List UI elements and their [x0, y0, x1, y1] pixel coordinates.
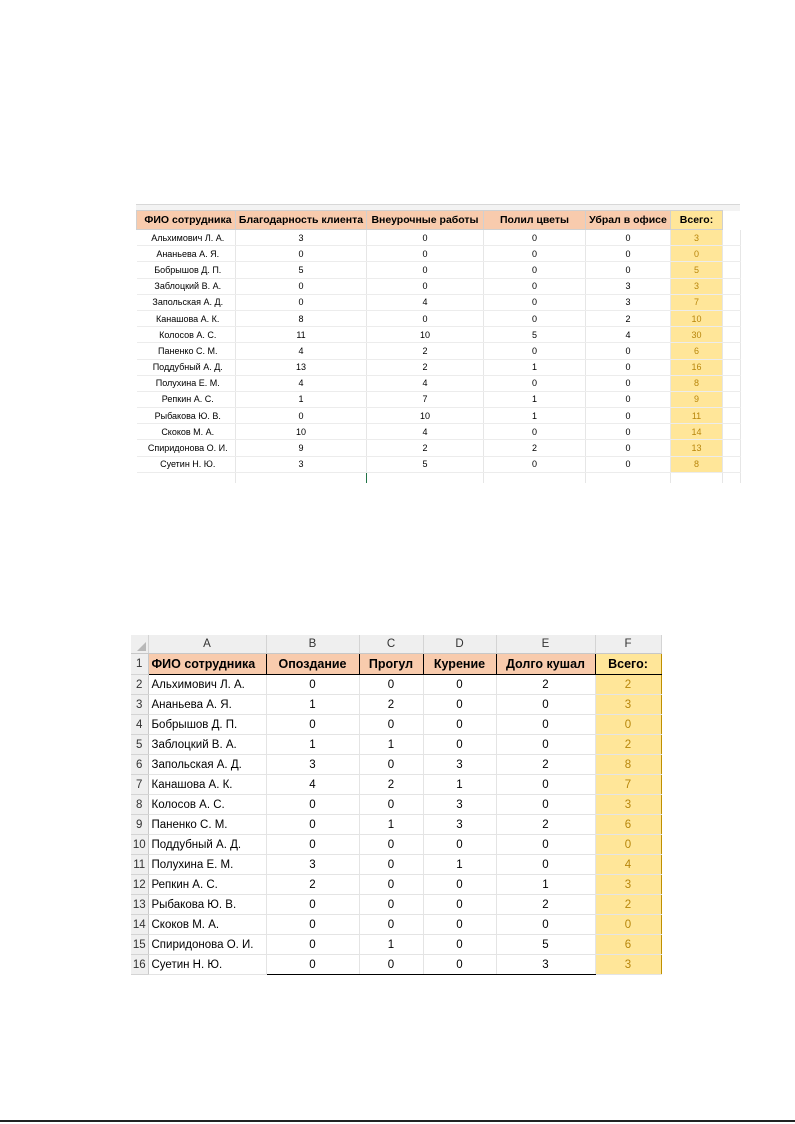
table2-value-cell[interactable]: 5 [496, 935, 595, 955]
table2-value-cell[interactable]: 0 [359, 795, 423, 815]
table2-employee-name[interactable]: Ананьева А. Я. [148, 695, 266, 715]
table2-value-cell[interactable]: 0 [359, 835, 423, 855]
table2-value-cell[interactable]: 0 [423, 715, 496, 735]
table1-value-cell[interactable]: 10 [367, 327, 484, 343]
table1-value-cell[interactable]: 0 [236, 408, 367, 424]
table2-value-cell[interactable]: 0 [266, 795, 359, 815]
table1-value-cell[interactable]: 4 [236, 343, 367, 359]
table2-employee-name[interactable]: Запольская А. Д. [148, 755, 266, 775]
table1-empty-cell[interactable] [723, 359, 741, 375]
table1-empty-cell[interactable] [137, 472, 236, 483]
table1-total-cell[interactable]: 7 [671, 294, 723, 310]
table2-value-cell[interactable]: 3 [496, 955, 595, 975]
row-number[interactable]: 6 [131, 755, 148, 775]
table1-value-cell[interactable]: 0 [367, 246, 484, 262]
row-number[interactable]: 15 [131, 935, 148, 955]
table1-value-cell[interactable]: 5 [484, 327, 586, 343]
table2-value-cell[interactable]: 0 [496, 795, 595, 815]
table2-value-cell[interactable]: 0 [496, 775, 595, 795]
table1-employee-name[interactable]: Поддубный А. Д. [137, 359, 236, 375]
table1-value-cell[interactable]: 1 [484, 408, 586, 424]
table1-value-cell[interactable]: 0 [586, 408, 671, 424]
table2-value-cell[interactable]: 0 [496, 695, 595, 715]
row-number[interactable]: 1 [131, 654, 148, 675]
table1-row [137, 456, 741, 472]
table1-value-cell[interactable]: 10 [236, 424, 367, 440]
table2-employee-name[interactable]: Паненко С. М. [148, 815, 266, 835]
table2-employee-name[interactable]: Поддубный А. Д. [148, 835, 266, 855]
table1-value-cell[interactable]: 2 [367, 343, 484, 359]
page-bottom-rule [0, 1120, 795, 1122]
table1-employee-name[interactable]: Рыбакова Ю. В. [137, 408, 236, 424]
table2-value-cell[interactable]: 0 [266, 895, 359, 915]
table2-total-cell[interactable]: 6 [595, 815, 661, 835]
table2-value-cell[interactable]: 0 [496, 915, 595, 935]
table1-value-cell[interactable]: 0 [484, 262, 586, 278]
table1-header-cell[interactable]: Полил цветы [484, 211, 586, 230]
table1-value-cell[interactable]: 0 [586, 262, 671, 278]
table1-value-cell[interactable]: 0 [484, 294, 586, 310]
table2-row [131, 815, 661, 835]
table1-employee-name[interactable]: Спиридонова О. И. [137, 440, 236, 456]
table1-value-cell[interactable]: 10 [367, 408, 484, 424]
table1-value-cell[interactable]: 5 [236, 262, 367, 278]
table2-row [131, 955, 661, 975]
table1-rewards-sheet [136, 210, 741, 483]
select-all-triangle-icon [131, 635, 148, 653]
table2-total-cell[interactable]: 6 [595, 935, 661, 955]
table2-employee-name[interactable]: Рыбакова Ю. В. [148, 895, 266, 915]
table2-penalties-sheet [131, 635, 662, 975]
table2-total-cell[interactable]: 2 [595, 675, 661, 695]
table1-empty-cell[interactable] [723, 278, 741, 294]
column-header-e[interactable]: E [496, 635, 595, 654]
table1-value-cell[interactable]: 0 [484, 246, 586, 262]
table2-header-cell[interactable]: Всего: [595, 654, 661, 675]
table1-value-cell[interactable]: 5 [367, 456, 484, 472]
table2-value-cell[interactable]: 1 [423, 855, 496, 875]
table1-value-cell[interactable]: 4 [367, 294, 484, 310]
table1-value-cell[interactable]: 0 [484, 278, 586, 294]
table1-header-cell[interactable]: Всего: [671, 211, 723, 230]
table2-value-cell[interactable]: 1 [423, 775, 496, 795]
table2-value-cell[interactable]: 1 [359, 935, 423, 955]
table2-employee-name[interactable]: Суетин Н. Ю. [148, 955, 266, 975]
table1-empty-cell[interactable] [723, 408, 741, 424]
column-header-f[interactable]: F [595, 635, 661, 654]
table1-employee-name[interactable]: Бобрышов Д. П. [137, 262, 236, 278]
table2-total-cell[interactable]: 3 [595, 695, 661, 715]
table2-value-cell[interactable]: 0 [423, 895, 496, 915]
table2-value-cell[interactable]: 0 [496, 855, 595, 875]
table1-employee-name[interactable]: Скоков М. А. [137, 424, 236, 440]
table1-header-cell[interactable]: Внеурочные работы [367, 211, 484, 230]
table2-header-row [131, 654, 661, 675]
table1-total-cell[interactable]: 30 [671, 327, 723, 343]
table1-value-cell[interactable]: 0 [236, 246, 367, 262]
table2-total-cell[interactable]: 2 [595, 735, 661, 755]
table1-value-cell[interactable]: 2 [367, 359, 484, 375]
table2-value-cell[interactable]: 0 [266, 815, 359, 835]
table1-value-cell[interactable]: 13 [236, 359, 367, 375]
table1-value-cell[interactable]: 1 [484, 391, 586, 407]
table1-empty-cell[interactable] [723, 343, 741, 359]
table1-employee-name[interactable]: Репкин А. С. [137, 391, 236, 407]
table2-total-cell[interactable]: 3 [595, 955, 661, 975]
table1-value-cell[interactable]: 0 [484, 310, 586, 326]
table1-empty-cell[interactable] [723, 375, 741, 391]
table1-employee-name[interactable]: Колосов А. С. [137, 327, 236, 343]
table2-value-cell[interactable]: 0 [359, 855, 423, 875]
table2-employee-name[interactable]: Колосов А. С. [148, 795, 266, 815]
table2-value-cell[interactable]: 1 [359, 815, 423, 835]
table2-row [131, 715, 661, 735]
table2-header-cell[interactable]: ФИО сотрудника [148, 654, 266, 675]
table1-total-cell[interactable]: 11 [671, 408, 723, 424]
table2-header-cell[interactable]: Курение [423, 654, 496, 675]
table1-row [137, 310, 741, 326]
row-number[interactable]: 14 [131, 915, 148, 935]
table1-value-cell[interactable]: 0 [586, 424, 671, 440]
table2-value-cell[interactable]: 2 [496, 895, 595, 915]
table1-value-cell[interactable]: 4 [367, 424, 484, 440]
table2-row [131, 915, 661, 935]
table2-value-cell[interactable]: 3 [423, 795, 496, 815]
table1-value-cell[interactable]: 0 [586, 440, 671, 456]
row-number[interactable]: 4 [131, 715, 148, 735]
table1-value-cell[interactable]: 0 [236, 294, 367, 310]
table1-empty-cell[interactable] [484, 472, 586, 483]
table2-employee-name[interactable]: Бобрышов Д. П. [148, 715, 266, 735]
table2-row [131, 795, 661, 815]
table1-value-cell[interactable]: 11 [236, 327, 367, 343]
table1-total-cell[interactable]: 13 [671, 440, 723, 456]
table1-value-cell[interactable]: 0 [367, 278, 484, 294]
table1-row [137, 391, 741, 407]
table2-employee-name[interactable]: Репкин А. С. [148, 875, 266, 895]
table1-header-cell[interactable]: ФИО сотрудника [137, 211, 236, 230]
table1-value-cell[interactable]: 0 [586, 391, 671, 407]
table1-value-cell[interactable]: 0 [586, 246, 671, 262]
table1-empty-cell[interactable] [586, 472, 671, 483]
table1-empty-cell[interactable] [723, 327, 741, 343]
table1-value-cell[interactable]: 0 [586, 456, 671, 472]
table2-value-cell[interactable]: 0 [359, 955, 423, 975]
table1-value-cell[interactable]: 8 [236, 310, 367, 326]
table2-employee-name[interactable]: Альхимович Л. А. [148, 675, 266, 695]
table2-value-cell[interactable]: 0 [496, 735, 595, 755]
table2-value-cell[interactable]: 3 [266, 755, 359, 775]
table2-value-cell[interactable]: 3 [266, 855, 359, 875]
table1-total-cell[interactable]: 6 [671, 343, 723, 359]
table2-value-cell[interactable]: 0 [423, 835, 496, 855]
table1-value-cell[interactable]: 0 [484, 456, 586, 472]
table1-value-cell[interactable]: 0 [484, 424, 586, 440]
table1-value-cell[interactable]: 2 [586, 310, 671, 326]
table1-value-cell[interactable]: 2 [484, 440, 586, 456]
table1-total-cell[interactable]: 8 [671, 375, 723, 391]
table1-total-cell[interactable]: 14 [671, 424, 723, 440]
table2-value-cell[interactable]: 2 [266, 875, 359, 895]
column-header-c[interactable]: C [359, 635, 423, 654]
table1-row [137, 278, 741, 294]
table1-employee-name[interactable]: Заблоцкий В. А. [137, 278, 236, 294]
table1-empty-cell[interactable] [723, 262, 741, 278]
table1-value-cell[interactable]: 0 [484, 343, 586, 359]
table2-value-cell[interactable]: 2 [496, 815, 595, 835]
table1-total-cell[interactable]: 8 [671, 456, 723, 472]
table2-value-cell[interactable]: 0 [359, 875, 423, 895]
table1-row [137, 327, 741, 343]
table1-value-cell[interactable]: 9 [236, 440, 367, 456]
table1-empty-cell[interactable] [723, 391, 741, 407]
table1-employee-name[interactable]: Ананьева А. Я. [137, 246, 236, 262]
table1-total-cell[interactable]: 3 [671, 278, 723, 294]
table1-empty-cell[interactable] [723, 246, 741, 262]
table1-row [137, 440, 741, 456]
table2-row [131, 695, 661, 715]
table1-row [137, 424, 741, 440]
table2-value-cell[interactable]: 0 [266, 955, 359, 975]
table1-value-cell[interactable]: 0 [367, 310, 484, 326]
table2-header-cell[interactable]: Опоздание [266, 654, 359, 675]
table2-value-cell[interactable]: 0 [423, 935, 496, 955]
row-number[interactable]: 8 [131, 795, 148, 815]
table1-row [137, 230, 741, 246]
table2-value-cell[interactable]: 3 [423, 755, 496, 775]
column-header-d[interactable]: D [423, 635, 496, 654]
table1-empty-cell[interactable] [723, 211, 741, 230]
row-number[interactable]: 10 [131, 835, 148, 855]
row-number[interactable]: 3 [131, 695, 148, 715]
table2-total-cell[interactable]: 3 [595, 875, 661, 895]
table2-value-cell[interactable]: 0 [423, 695, 496, 715]
table1-total-cell[interactable]: 0 [671, 246, 723, 262]
table2-value-cell[interactable]: 2 [359, 695, 423, 715]
table1-empty-cell[interactable] [723, 456, 741, 472]
column-header-a[interactable]: A [148, 635, 266, 654]
table1-total-cell[interactable]: 3 [671, 230, 723, 246]
select-all-corner[interactable] [131, 635, 148, 654]
table1-employee-name[interactable]: Полухина Е. М. [137, 375, 236, 391]
table2-row [131, 855, 661, 875]
table1-value-cell[interactable]: 3 [236, 230, 367, 246]
row-number[interactable]: 11 [131, 855, 148, 875]
table1-value-cell[interactable]: 1 [484, 359, 586, 375]
table1-total-cell[interactable]: 16 [671, 359, 723, 375]
table2-value-cell[interactable]: 0 [266, 675, 359, 695]
table1-employee-name[interactable]: Суетин Н. Ю. [137, 456, 236, 472]
table2-employee-name[interactable]: Полухина Е. М. [148, 855, 266, 875]
table1-value-cell[interactable]: 3 [586, 278, 671, 294]
table1-employee-name[interactable]: Запольская А. Д. [137, 294, 236, 310]
table1-value-cell[interactable]: 4 [367, 375, 484, 391]
table1-empty-cell[interactable] [723, 294, 741, 310]
table2-value-cell[interactable]: 2 [359, 775, 423, 795]
table2-row [131, 675, 661, 695]
table1-value-cell[interactable]: 0 [236, 278, 367, 294]
table1-empty-cell[interactable] [723, 424, 741, 440]
table2-total-cell[interactable]: 0 [595, 835, 661, 855]
table1-header-cell[interactable]: Благодарность клиента [236, 211, 367, 230]
table2-header-cell[interactable]: Прогул [359, 654, 423, 675]
table1-row [137, 408, 741, 424]
table2-value-cell[interactable]: 0 [359, 915, 423, 935]
table1-value-cell[interactable]: 3 [236, 456, 367, 472]
table2-value-cell[interactable]: 0 [266, 915, 359, 935]
table1-partial-row [137, 472, 741, 483]
table1-empty-cell[interactable] [723, 472, 741, 483]
table2-total-cell[interactable]: 0 [595, 715, 661, 735]
table1-empty-cell[interactable] [723, 310, 741, 326]
table2-value-cell[interactable]: 0 [266, 935, 359, 955]
table1-header-cell[interactable]: Убрал в офисе [586, 211, 671, 230]
table1-total-cell[interactable]: 5 [671, 262, 723, 278]
table1-empty-cell[interactable] [367, 472, 484, 483]
table1-header-row [137, 211, 741, 230]
table2-total-cell[interactable]: 8 [595, 755, 661, 775]
table2-row [131, 775, 661, 795]
row-number[interactable]: 2 [131, 675, 148, 695]
table2-value-cell[interactable]: 0 [423, 735, 496, 755]
table2-value-cell[interactable]: 0 [423, 955, 496, 975]
table1-row [137, 262, 741, 278]
table1-row [137, 359, 741, 375]
table2-value-cell[interactable]: 2 [496, 755, 595, 775]
table1-row [137, 246, 741, 262]
table1-value-cell[interactable]: 0 [586, 230, 671, 246]
table2-employee-name[interactable]: Спиридонова О. И. [148, 935, 266, 955]
table2-value-cell[interactable]: 1 [266, 695, 359, 715]
table2-row [131, 875, 661, 895]
table2-value-cell[interactable]: 0 [496, 715, 595, 735]
table1-value-cell[interactable]: 0 [484, 230, 586, 246]
table2-row [131, 755, 661, 775]
table2-total-cell[interactable]: 2 [595, 895, 661, 915]
table2-employee-name[interactable]: Канашова А. К. [148, 775, 266, 795]
table1-empty-cell[interactable] [671, 472, 723, 483]
table2-value-cell[interactable]: 0 [423, 875, 496, 895]
row-number[interactable]: 9 [131, 815, 148, 835]
table2-header-cell[interactable]: Долго кушал [496, 654, 595, 675]
table1-employee-name[interactable]: Альхимович Л. А. [137, 230, 236, 246]
table2-total-cell[interactable]: 0 [595, 915, 661, 935]
table1-row [137, 343, 741, 359]
table1-value-cell[interactable]: 0 [586, 375, 671, 391]
table2-employee-name[interactable]: Заблоцкий В. А. [148, 735, 266, 755]
table2-row [131, 895, 661, 915]
table2-value-cell[interactable]: 0 [266, 715, 359, 735]
table1-total-cell[interactable]: 9 [671, 391, 723, 407]
table2-total-cell[interactable]: 3 [595, 795, 661, 815]
table1-value-cell[interactable]: 0 [586, 359, 671, 375]
table1-employee-name[interactable]: Канашова А. К. [137, 310, 236, 326]
table2-value-cell[interactable]: 0 [359, 895, 423, 915]
table2-value-cell[interactable]: 0 [423, 915, 496, 935]
table2-value-cell[interactable]: 3 [423, 815, 496, 835]
table2-value-cell[interactable]: 1 [359, 735, 423, 755]
table1-value-cell[interactable]: 0 [367, 262, 484, 278]
table1-selected-cell[interactable] [236, 472, 367, 483]
table2-value-cell[interactable]: 0 [359, 675, 423, 695]
table2-total-cell[interactable]: 4 [595, 855, 661, 875]
table2-value-cell[interactable]: 0 [266, 835, 359, 855]
row-number[interactable]: 5 [131, 735, 148, 755]
table1-value-cell[interactable]: 1 [236, 391, 367, 407]
table1-row [137, 375, 741, 391]
table1-employee-name[interactable]: Паненко С. М. [137, 343, 236, 359]
row-number[interactable]: 12 [131, 875, 148, 895]
table2-row [131, 735, 661, 755]
table2-value-cell[interactable]: 1 [266, 735, 359, 755]
table1-value-cell[interactable]: 0 [586, 343, 671, 359]
table1-empty-cell[interactable] [723, 230, 741, 246]
table1-value-cell[interactable]: 7 [367, 391, 484, 407]
table2-row [131, 935, 661, 955]
row-number[interactable]: 13 [131, 895, 148, 915]
table1-empty-cell[interactable] [723, 440, 741, 456]
table2-value-cell[interactable]: 0 [359, 715, 423, 735]
table2-employee-name[interactable]: Скоков М. А. [148, 915, 266, 935]
table1-value-cell[interactable]: 0 [484, 375, 586, 391]
table2-total-cell[interactable]: 7 [595, 775, 661, 795]
table2-value-cell[interactable]: 0 [423, 675, 496, 695]
table2-value-cell[interactable]: 0 [496, 835, 595, 855]
table1-value-cell[interactable]: 4 [236, 375, 367, 391]
table1-value-cell[interactable]: 0 [367, 230, 484, 246]
table2-row [131, 835, 661, 855]
table2-value-cell[interactable]: 1 [496, 875, 595, 895]
table1-value-cell[interactable]: 3 [586, 294, 671, 310]
table1-value-cell[interactable]: 4 [586, 327, 671, 343]
table1-row [137, 294, 741, 310]
table2-value-cell[interactable]: 2 [496, 675, 595, 695]
table2-value-cell[interactable]: 0 [359, 755, 423, 775]
table2-value-cell[interactable]: 4 [266, 775, 359, 795]
row-number[interactable]: 7 [131, 775, 148, 795]
table2-column-letters [131, 635, 661, 654]
row-number[interactable]: 16 [131, 955, 148, 975]
column-header-b[interactable]: B [266, 635, 359, 654]
table1-value-cell[interactable]: 2 [367, 440, 484, 456]
table1-total-cell[interactable]: 10 [671, 310, 723, 326]
